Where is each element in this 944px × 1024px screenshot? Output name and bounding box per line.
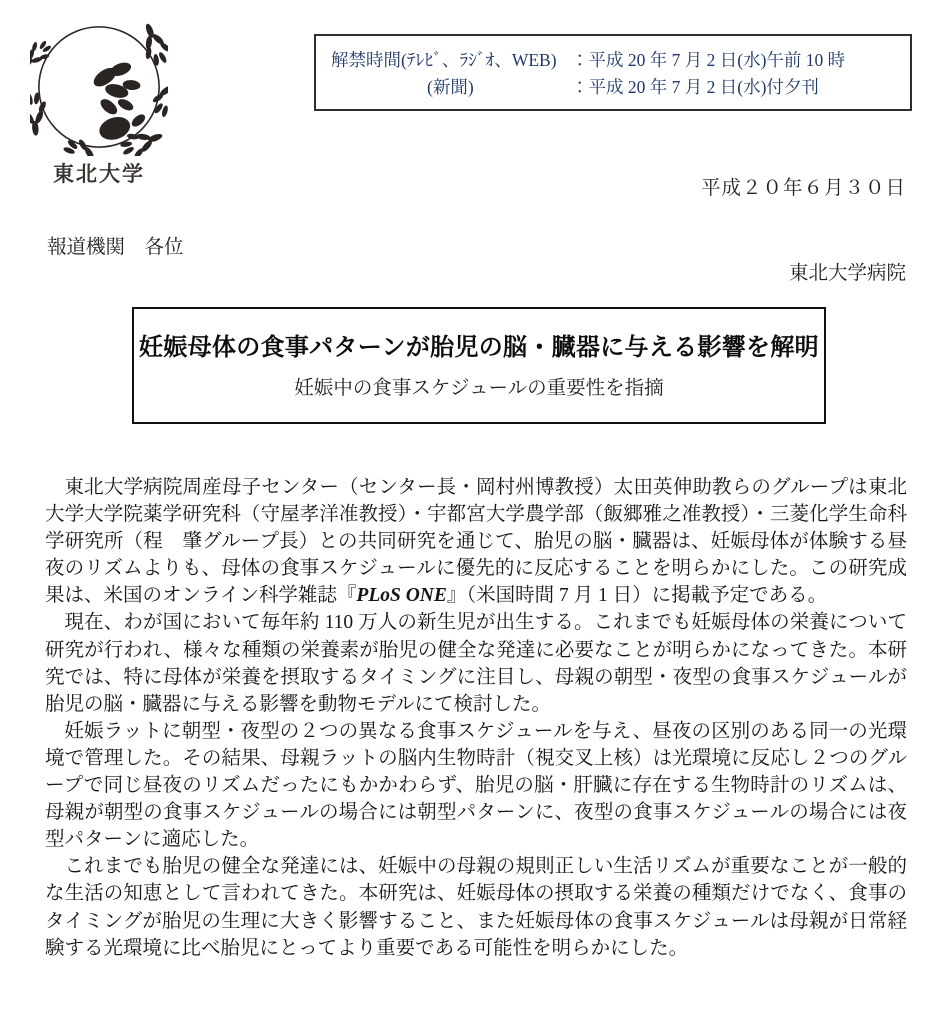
embargo-newspaper-time: ：平成 20 年 7 月 2 日(水)付夕刊 (571, 77, 819, 98)
embargo-box (314, 34, 912, 111)
paragraph-4: これまでも胎児の健全な発達には、妊娠中の母親の規則正しい生活リズムが重要なことが一般的な生活の知恵として言われてきた。本研究は、妊娠母体の摂取する栄養の種類だけでなく、食事のタイミングが胎児の生理に大きく影響すること、また妊娠母体の食事スケジュールは母親が日常経験する光環境に比べ胎児にとってより重要である可能性を明らかにした。 (45, 856, 907, 959)
page-subtitle: 妊娠中の食事スケジュールの重要性を指摘 (294, 377, 664, 399)
paragraph-3: 妊娠ラットに朝型・夜型の２つの異なる食事スケジュールを与え、昼夜の区別のある同一の光環境で管理した。その結果、母親ラットの脳内生物時計（視交叉上核）は光環境に反応し２つのグループで同じ昼夜のリズムだったにもかかわらず、胎児の脳・肝臓に存在する生物時計のリズムは、母親が朝型の食事スケジュールの場合には朝型パターンに、夜型の食事スケジュールの場合には夜型パターンに適応した。 (45, 720, 907, 851)
paragraph-1-text-end: 』（米国時間 7 月 1 日）に掲載予定である。 (446, 585, 828, 607)
issuing-organization: 東北大学病院 (788, 263, 906, 284)
addressee-line: 報道機関 各位 (47, 237, 184, 258)
embargo-newspaper-label: (新聞) (427, 77, 474, 98)
embargo-media-label: 解禁時間(ﾃﾚﾋﾞ、ﾗｼﾞｵ、WEB) (331, 50, 557, 70)
embargo-row-broadcast (331, 47, 898, 74)
paragraph-2: 現在、わが国において毎年約 110 万人の新生児が出生する。これまでも妊娠母体の栄養について研究が行われ、様々な種類の栄養素が胎児の健全な発達に必要なことが明らかになってきた。本研究では、特に母体が栄養を摂取するタイミングに注目し、母親の朝型・夜型の食事スケジュールが胎児の脳・臓器に与える影響を動物モデルにて検討した。 (45, 612, 907, 715)
page-title: 妊娠母体の食事パターンが胎児の脳・臓器に与える影響を解明 (139, 334, 819, 361)
tohoku-university-emblem-icon (30, 20, 168, 156)
press-release-body (45, 474, 907, 962)
paragraph-1-text: 東北大学病院周産母子センター（センター長・岡村州博教授）太田英伸助教らのグループは東北大学大学院薬学研究科（守屋孝洋准教授）・宇都宮大学農学部（飯郷雅之准教授）・三菱化学生命科学研究所（程 肇グループ長）との共同研究を通じて、胎児の脳・臓器は、妊娠母体が体験する昼夜のリズムよりも、母体の食事スケジュールに優先的に反応することを明らかにした。この研究成果は、米国のオンライン科学雑誌『 (45, 477, 907, 607)
embargo-row-newspaper (331, 74, 898, 101)
title-box (132, 307, 826, 424)
university-name-label: 東北大学 (53, 163, 145, 186)
tohoku-university-logo (26, 20, 172, 188)
release-date: 平成２０年６月３０日 (700, 178, 906, 199)
paragraph-1 (45, 474, 907, 609)
journal-name: PLoS ONE (356, 585, 447, 607)
embargo-broadcast-time: ：平成 20 年 7 月 2 日(水)午前 10 時 (571, 50, 846, 70)
